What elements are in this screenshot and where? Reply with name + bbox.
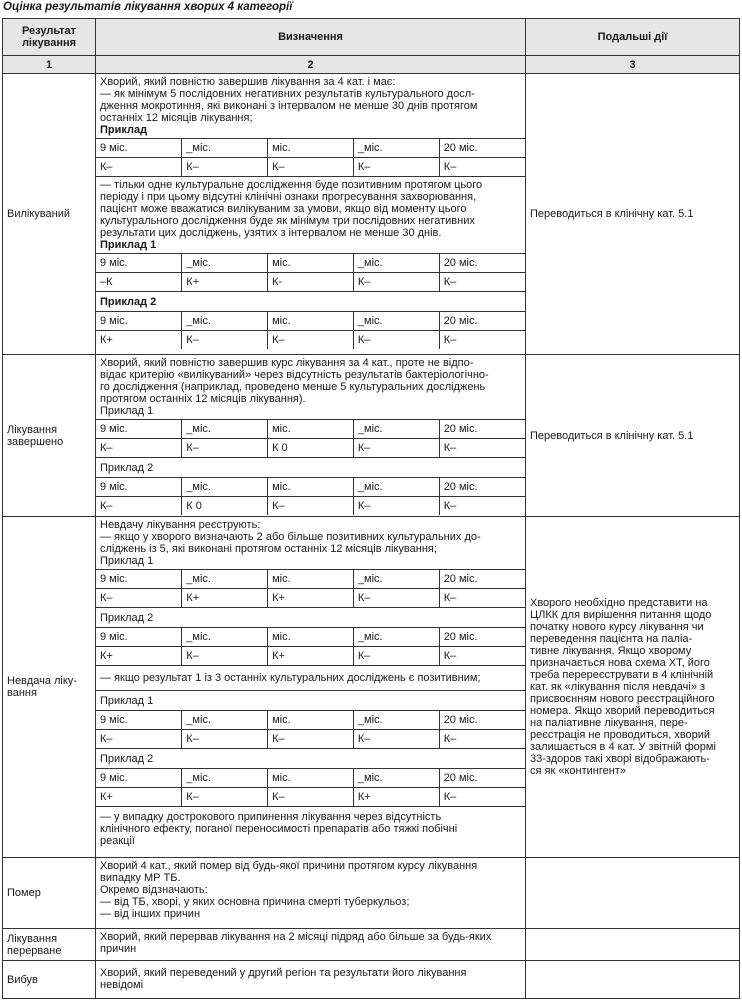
month-cell: міс. — [268, 769, 354, 788]
example-label: Приклад 2 — [96, 291, 525, 311]
text-line: на паліативне лікування, пере- — [530, 717, 688, 729]
month-cell: міс. — [268, 570, 354, 589]
example-label: Приклад — [100, 124, 148, 136]
text-line: останніх 12 місяців лікування; — [100, 112, 253, 124]
label-line: завершено — [7, 435, 64, 448]
text-line: реакції — [100, 835, 135, 847]
culture-cell: К– — [439, 439, 525, 458]
culture-cell: К– — [439, 273, 525, 292]
culture-cell: К– — [439, 730, 525, 749]
result-cured: Вилікуваний — [3, 74, 96, 355]
treatment-results-table — [2, 18, 740, 999]
row-cured — [3, 74, 740, 355]
month-cell: _міс. — [353, 769, 439, 788]
month-cell: міс. — [268, 254, 354, 273]
culture-cell: К– — [268, 331, 354, 350]
action-died — [526, 858, 740, 929]
action-failure — [526, 517, 740, 858]
text-line: залишається в 4 кат. У звітній формі — [530, 741, 716, 753]
culture-cell: К– — [182, 158, 268, 177]
month-cell: 20 міс. — [439, 628, 525, 647]
month-cell: _міс. — [353, 478, 439, 497]
cured-intro — [96, 74, 525, 138]
text-line: Хворий, який повністю завершив лікування за 4 кат. і має: — [100, 76, 396, 88]
failure-mid: — якщо результат 1 із 3 останніх культуральних досліджень є позитивним; — [96, 665, 525, 690]
example-table — [96, 627, 525, 665]
died-text — [96, 858, 525, 922]
month-cell: 20 міс. — [439, 769, 525, 788]
text-line: го дослідження (наприклад, проведено менше 5 культуральних досліджень — [100, 381, 486, 393]
text-line: невідомі — [100, 979, 144, 991]
action-cured: Переводиться в клінічну кат. 5.1 — [526, 74, 740, 355]
text-line: пацієнт може вважатися вилікуваним за умови, якщо від моменту цього — [100, 203, 467, 215]
label-line: Лікування — [7, 423, 58, 436]
text-line: ЦЛКК для вирішення питання щодо — [530, 609, 712, 621]
culture-cell: К– — [353, 730, 439, 749]
example-label: Приклад 1 — [100, 555, 154, 567]
month-cell: міс. — [268, 478, 354, 497]
col-number-3: 3 — [526, 56, 740, 74]
column-number-row — [3, 56, 740, 74]
label-line: вання — [7, 687, 37, 699]
culture-cell: К– — [353, 331, 439, 350]
text-line: номера. Якщо хворий переводиться — [530, 705, 715, 717]
month-cell: _міс. — [182, 139, 268, 158]
example-table — [96, 569, 525, 607]
month-cell: _міс. — [182, 254, 268, 273]
text-line: протягом останніх 12 місяців лікування). — [100, 393, 306, 405]
label-line: Невдача ліку- — [7, 675, 77, 687]
culture-cell: К– — [268, 788, 354, 807]
header-definition: Визначення — [96, 19, 526, 56]
text-line: присвоєнням нового реєстраційного — [530, 693, 715, 705]
culture-cell: К– — [96, 158, 182, 177]
culture-cell: К- — [268, 273, 354, 292]
text-line: кат. як «лікування після невдачі» з — [530, 681, 706, 693]
transferred-text — [96, 961, 525, 993]
row-interrupted — [3, 929, 740, 961]
month-cell: _міс. — [182, 711, 268, 730]
culture-cell: К– — [182, 439, 268, 458]
culture-cell: К– — [182, 331, 268, 350]
culture-cell: К– — [268, 158, 354, 177]
text-line: треба перереєструвати в 4 клінічній — [530, 669, 714, 681]
example-label: Приклад 1 — [100, 405, 154, 417]
header-row — [3, 19, 740, 56]
culture-cell: К– — [182, 730, 268, 749]
text-line: культурального дослідження буде як мінімум три послідовних негативних — [100, 215, 475, 227]
example-table — [96, 253, 525, 291]
result-failure — [3, 517, 96, 858]
month-cell: 20 міс. — [439, 420, 525, 439]
definition-interrupted — [96, 929, 526, 961]
text-line: Окремо відзначають: — [100, 884, 208, 896]
result-completed — [3, 355, 96, 517]
example-label: Приклад 1 — [96, 690, 525, 710]
result-interrupted — [3, 929, 96, 961]
month-cell: 20 міс. — [439, 711, 525, 730]
text-line: початку нового курсу лікування чи — [530, 621, 704, 633]
month-cell: міс. — [268, 711, 354, 730]
month-cell: міс. — [268, 420, 354, 439]
culture-cell: К– — [439, 788, 525, 807]
month-cell: 9 міс. — [96, 628, 182, 647]
failure-intro — [96, 517, 525, 569]
culture-cell: К– — [353, 273, 439, 292]
table-caption: Оцінка результатів лікування хворих 4 категорії — [3, 1, 293, 13]
failure-end — [96, 806, 525, 850]
month-cell: 9 міс. — [96, 420, 182, 439]
month-cell: 20 міс. — [439, 570, 525, 589]
text-line: призначається нова схема ХТ, його — [530, 657, 710, 669]
culture-cell: К– — [96, 589, 182, 608]
text-line: відає критерію «вилікуваний» через відсутність результатів бактеріологічно- — [100, 369, 489, 381]
action-completed: Переводиться в клінічну кат. 5.1 — [526, 355, 740, 517]
example-label: Приклад 2 — [96, 748, 525, 768]
example-table — [96, 710, 525, 748]
month-cell: 9 міс. — [96, 478, 182, 497]
culture-cell: К– — [96, 730, 182, 749]
action-interrupted — [526, 929, 740, 961]
culture-cell: –К — [96, 273, 182, 292]
month-cell: _міс. — [353, 628, 439, 647]
month-cell: міс. — [268, 628, 354, 647]
month-cell: 20 міс. — [439, 478, 525, 497]
month-cell: 9 міс. — [96, 769, 182, 788]
culture-cell: К 0 — [268, 439, 354, 458]
month-cell: 9 міс. — [96, 711, 182, 730]
culture-cell: К– — [182, 788, 268, 807]
culture-cell: К+ — [353, 788, 439, 807]
culture-cell: К– — [439, 647, 525, 666]
culture-cell: К+ — [268, 589, 354, 608]
example-table — [96, 311, 525, 349]
definition-failure — [96, 517, 526, 858]
header-result: Результат лікування — [3, 19, 96, 56]
month-cell: _міс. — [182, 478, 268, 497]
month-cell: 9 міс. — [96, 312, 182, 331]
month-cell: _міс. — [182, 628, 268, 647]
interrupted-text — [96, 929, 525, 957]
culture-cell: К– — [353, 589, 439, 608]
col-number-2: 2 — [96, 56, 526, 74]
month-cell: 9 міс. — [96, 570, 182, 589]
month-cell: _міс. — [353, 254, 439, 273]
text-line: причин — [100, 943, 137, 955]
row-completed — [3, 355, 740, 517]
row-transferred — [3, 961, 740, 999]
text-line: — як мінімум 5 послідовних негативних результатів культурального досл- — [100, 88, 475, 100]
month-cell: 9 міс. — [96, 254, 182, 273]
culture-cell: К– — [96, 497, 182, 516]
month-cell: 20 міс. — [439, 139, 525, 158]
example-label: Приклад 1 — [100, 239, 157, 251]
definition-died — [96, 858, 526, 929]
text-line: Невдачу лікування реєструють: — [100, 519, 261, 531]
example-label: Приклад 2 — [96, 457, 525, 477]
text-line: клінічного ефекту, поганої переносимості препаратів або тяжкі побічні — [100, 823, 458, 835]
col-number-1: 1 — [3, 56, 96, 74]
culture-cell: К– — [439, 497, 525, 516]
text-line: — від інших причин — [100, 908, 201, 920]
culture-cell: К+ — [96, 788, 182, 807]
culture-cell: К+ — [182, 273, 268, 292]
month-cell: _міс. — [353, 420, 439, 439]
text-line: — від ТБ, хворі, у яких основна причина смерті туберкульоз; — [100, 896, 410, 908]
culture-cell: К– — [439, 158, 525, 177]
culture-cell: К+ — [182, 589, 268, 608]
text-line: випадку МР ТБ. — [100, 872, 181, 884]
completed-intro — [96, 355, 525, 419]
month-cell: _міс. — [182, 420, 268, 439]
month-cell: _міс. — [353, 570, 439, 589]
text-line: тивне лікування. Якщо хворому — [530, 645, 692, 657]
text-line: Хворий 4 кат., який помер від будь-якої причини протягом курсу лікування — [100, 860, 478, 872]
example-table — [96, 419, 525, 457]
example-label: Приклад 2 — [96, 607, 525, 627]
culture-cell: К+ — [268, 647, 354, 666]
text-line: Хворий, який перервав лікування на 2 місяці підряд або більше за будь-яких — [100, 931, 492, 943]
text-line: переведення пацієнта на паліа- — [530, 633, 693, 645]
text-line: — у випадку дострокового припинення лікування через відсутність — [100, 811, 442, 823]
text-line: результати цих досліджень, узятих з інтервалом не менше 30 днів. — [100, 227, 442, 239]
text-line: — тільки одне культуральне дослідження буде позитивним протягом цього — [100, 179, 483, 191]
text-line: — якщо у хворого визначають 2 або більше позитивних культуральних до- — [100, 531, 481, 543]
culture-cell: К– — [268, 497, 354, 516]
definition-transferred — [96, 961, 526, 999]
text-line: дження мокротиння, які виконані з інтервалом не менше 30 днів протягом — [100, 100, 478, 112]
culture-cell: К– — [353, 647, 439, 666]
text-line: Хворого необхідно представити на — [530, 597, 708, 609]
text-line: реєстрація не проводиться, хворий — [530, 729, 711, 741]
culture-cell: К– — [439, 331, 525, 350]
result-died: Помер — [3, 858, 96, 929]
month-cell: міс. — [268, 139, 354, 158]
header-actions: Подальші дії — [526, 19, 740, 56]
culture-cell: К 0 — [182, 497, 268, 516]
text-line: сліджень із 5, які виконані протягом останніх 12 місяців лікування; — [100, 543, 437, 555]
text-line: періоду і при цьому відсутні клінічні ознаки прогресування захворювання, — [100, 191, 477, 203]
month-cell: _міс. — [182, 570, 268, 589]
text-line: Хворий, який переведений у другий регіон та результати його лікування — [100, 967, 467, 979]
month-cell: _міс. — [182, 312, 268, 331]
definition-cured — [96, 74, 526, 355]
cured-mid — [96, 176, 525, 253]
row-failure — [3, 517, 740, 858]
culture-cell: К– — [182, 647, 268, 666]
text-line: 33-здоров такі хворі відображають- — [530, 753, 710, 765]
label-line: Лікування — [7, 932, 58, 945]
month-cell: 20 міс. — [439, 312, 525, 331]
month-cell: _міс. — [353, 312, 439, 331]
text-line: ся як «контингент» — [530, 765, 626, 777]
month-cell: міс. — [268, 312, 354, 331]
culture-cell: К– — [268, 730, 354, 749]
culture-cell: К+ — [96, 331, 182, 350]
month-cell: 9 міс. — [96, 139, 182, 158]
text-line: Хворий, який повністю завершив курс лікування за 4 кат., проте не відпо- — [100, 357, 474, 369]
label-line: перерване — [7, 944, 62, 957]
culture-cell: К– — [353, 497, 439, 516]
example-table — [96, 768, 525, 806]
month-cell: _міс. — [182, 769, 268, 788]
example-table — [96, 138, 525, 176]
example-table — [96, 477, 525, 515]
definition-completed — [96, 355, 526, 517]
culture-cell: К– — [96, 439, 182, 458]
action-transferred — [526, 961, 740, 999]
culture-cell: К– — [353, 439, 439, 458]
culture-cell: К– — [353, 158, 439, 177]
month-cell: _міс. — [353, 711, 439, 730]
month-cell: 20 міс. — [439, 254, 525, 273]
month-cell: _міс. — [353, 139, 439, 158]
row-died — [3, 858, 740, 929]
culture-cell: К– — [439, 589, 525, 608]
result-transferred: Вибув — [3, 961, 96, 999]
culture-cell: К+ — [96, 647, 182, 666]
